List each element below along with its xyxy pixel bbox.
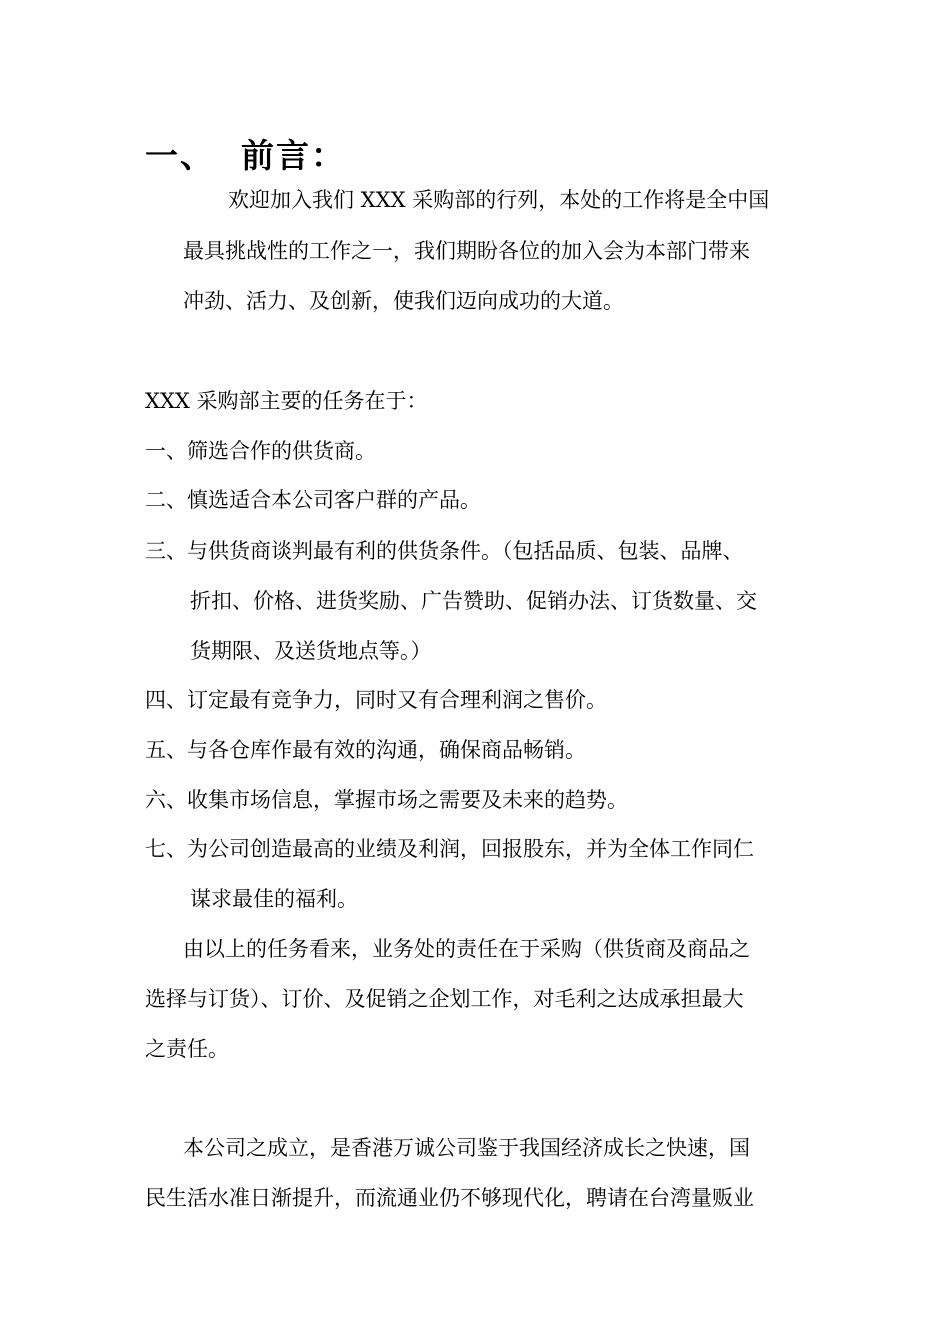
- summary-line-3: 之责任。: [145, 1037, 229, 1061]
- task-item-3-line-1: 三、与供货商谈判最有利的供货条件。（包括品质、包装、品牌、: [145, 539, 744, 563]
- task-item-7-line-2: 谋求最佳的福利。: [190, 887, 358, 911]
- task-item-6: 六、收集市场信息，掌握市场之需要及未来的趋势。: [145, 788, 628, 812]
- intro-line-2: 最具挑战性的工作之一，我们期盼各位的加入会为本部门带来: [183, 239, 750, 263]
- task-item-2: 二、慎选适合本公司客户群的产品。: [145, 488, 481, 512]
- heading-number: 一、: [145, 136, 215, 175]
- task-item-7-line-1: 七、为公司创造最高的业绩及利润，回报股东，并为全体工作同仁: [145, 837, 754, 861]
- task-item-1: 一、筛选合作的供货商。: [145, 439, 376, 463]
- intro-line-3: 冲劲、活力、及创新，使我们迈向成功的大道。: [183, 289, 624, 313]
- section-heading: [145, 130, 346, 177]
- company-line-1: 本公司之成立，是香港万诚公司鉴于我国经济成长之快速，国: [183, 1136, 750, 1160]
- tasks-intro: XXX 采购部主要的任务在于：: [145, 389, 428, 413]
- task-item-3-line-3: 货期限、及送货地点等。）: [190, 639, 432, 663]
- task-item-5: 五、与各仓库作最有效的沟通，确保商品畅销。: [145, 738, 586, 762]
- task-item-4: 四、订定最有竞争力，同时又有合理利润之售价。: [145, 688, 607, 712]
- summary-line-2: 选择与订货）、订价、及促销之企划工作，对毛利之达成承担最大: [145, 987, 744, 1011]
- heading-title: 前言：: [241, 136, 346, 175]
- intro-line-1: 欢迎加入我们 XXX 采购部的行列，本处的工作将是全中国: [228, 188, 770, 212]
- summary-line-1: 由以上的任务看来，业务处的责任在于采购（供货商及商品之: [183, 937, 750, 961]
- task-item-3-line-2: 折扣、价格、进货奖励、广告赞助、促销办法、订货数量、交: [190, 589, 757, 613]
- company-line-2: 民生活水准日渐提升，而流通业仍不够现代化，聘请在台湾量贩业: [145, 1186, 754, 1210]
